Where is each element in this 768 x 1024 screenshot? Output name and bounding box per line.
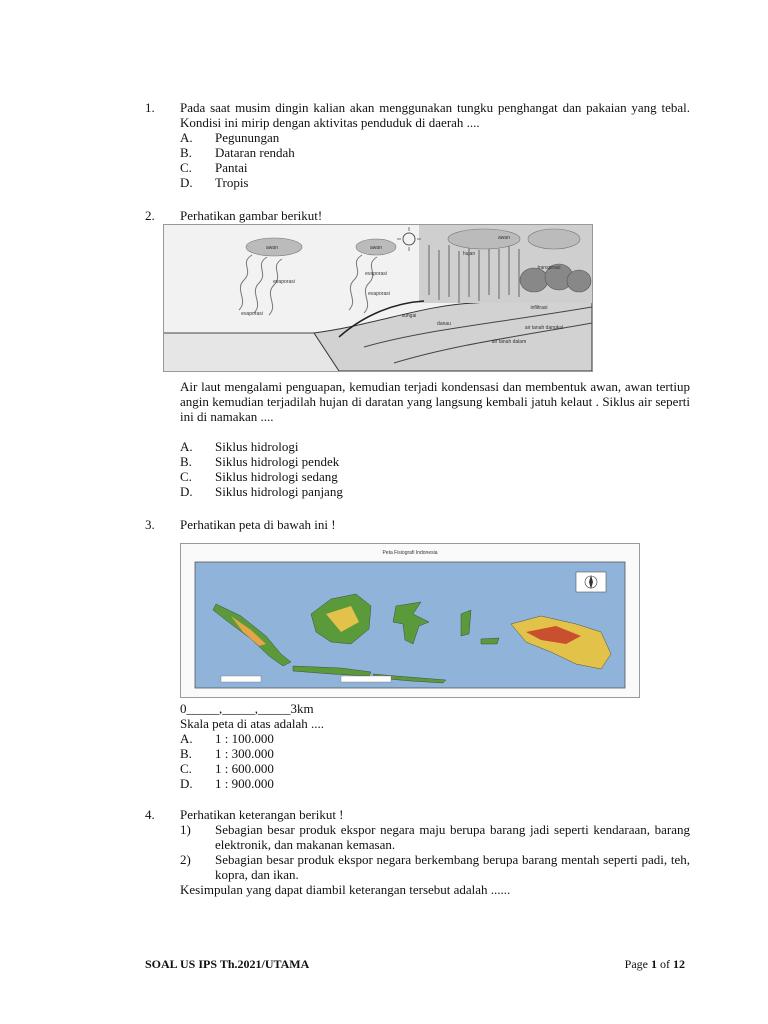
footer-exam-title: SOAL US IPS Th.2021/UTAMA	[145, 957, 310, 971]
page-footer	[145, 957, 685, 972]
statement-2: 2) Sebagian besar produk ekspor negara berkembang berupa barang mentah seperti padi, teh, kopra, dan ikan.	[180, 852, 690, 882]
question-prompt: Perhatikan peta di bawah ini !	[180, 517, 336, 532]
page-counter: Page 1 of 12	[624, 957, 685, 971]
indonesia-map	[180, 543, 640, 698]
label-air-tanah: air tanah dangkal	[524, 325, 564, 331]
option-a: A. 1 : 100.000	[180, 731, 274, 746]
label-transpirasi: transpirasi	[537, 265, 561, 271]
option-d: D. Tropis	[180, 175, 249, 190]
label-awan-2: awan	[370, 245, 382, 251]
option-b: B. Siklus hidrologi pendek	[180, 454, 340, 469]
option-a: A. Pegunungan	[180, 130, 280, 145]
option-c: C. Siklus hidrologi sedang	[180, 469, 338, 484]
option-b: B. 1 : 300.000	[180, 746, 274, 761]
question-text: Kesimpulan yang dapat diambil keterangan tersebut adalah ......	[180, 882, 511, 897]
option-c: C. 1 : 600.000	[180, 761, 274, 776]
label-evaporasi-4: evaporasi	[368, 291, 390, 297]
map-scale-line: 0_____,_____,_____3km	[180, 701, 314, 716]
option-d: D. Siklus hidrologi panjang	[180, 484, 343, 499]
question-3-body	[145, 701, 690, 791]
question-text: Air laut mengalami penguapan, kemudian terjadi kondensasi dan membentuk awan, awan tertiup angin kemudian terjadilah hujan di daratan yang langsung kembali jatuh kelaut . Siklus air seperti ini di namakan ....	[180, 379, 690, 424]
label-infiltrasi: infiltrasi	[530, 305, 548, 311]
question-2-body	[145, 379, 690, 499]
label-hujan: hujan	[462, 251, 476, 257]
label-evaporasi-3: evaporasi	[365, 271, 387, 277]
water-cycle-svg	[164, 225, 592, 371]
question-2	[145, 208, 690, 223]
option-c: C. Pantai	[180, 160, 248, 175]
question-4	[145, 807, 690, 897]
question-number: 1.	[145, 100, 155, 115]
option-d: D. 1 : 900.000	[180, 776, 274, 791]
option-b: B. Dataran rendah	[180, 145, 295, 160]
question-prompt: Perhatikan gambar berikut!	[180, 208, 323, 223]
map-title: Peta Fisiografi Indonesia	[382, 550, 438, 556]
question-3	[145, 517, 690, 532]
label-air-tanah-dalam: air tanah dalam	[491, 339, 527, 345]
label-awan-1: awan	[266, 245, 278, 251]
option-a: A. Siklus hidrologi	[180, 439, 299, 454]
question-number: 3.	[145, 517, 155, 532]
label-awan-3: awan	[498, 235, 510, 241]
question-number: 4.	[145, 807, 155, 822]
label-evaporasi-1: evaporasi	[241, 311, 263, 317]
question-text: Skala peta di atas adalah ....	[180, 716, 325, 731]
question-text: Pada saat musim dingin kalian akan menggunakan tungku penghangat dan pakaian yang tebal. Kondisi ini mirip dengan aktivitas penduduk di daerah ....	[180, 100, 690, 130]
question-number: 2.	[145, 208, 155, 223]
indonesia-map-svg	[181, 544, 639, 697]
label-sungai: sungai	[401, 313, 417, 319]
water-cycle-diagram	[163, 224, 593, 372]
label-danau: danau	[437, 321, 451, 327]
question-1	[145, 100, 690, 190]
question-prompt: Perhatikan keterangan berikut !	[180, 807, 344, 822]
statement-1: 1) Sebagian besar produk ekspor negara maju berupa barang jadi seperti kendaraan, barang elektronik, dan makanan kemasan.	[180, 822, 690, 852]
label-evaporasi-2: evaporasi	[273, 279, 295, 285]
